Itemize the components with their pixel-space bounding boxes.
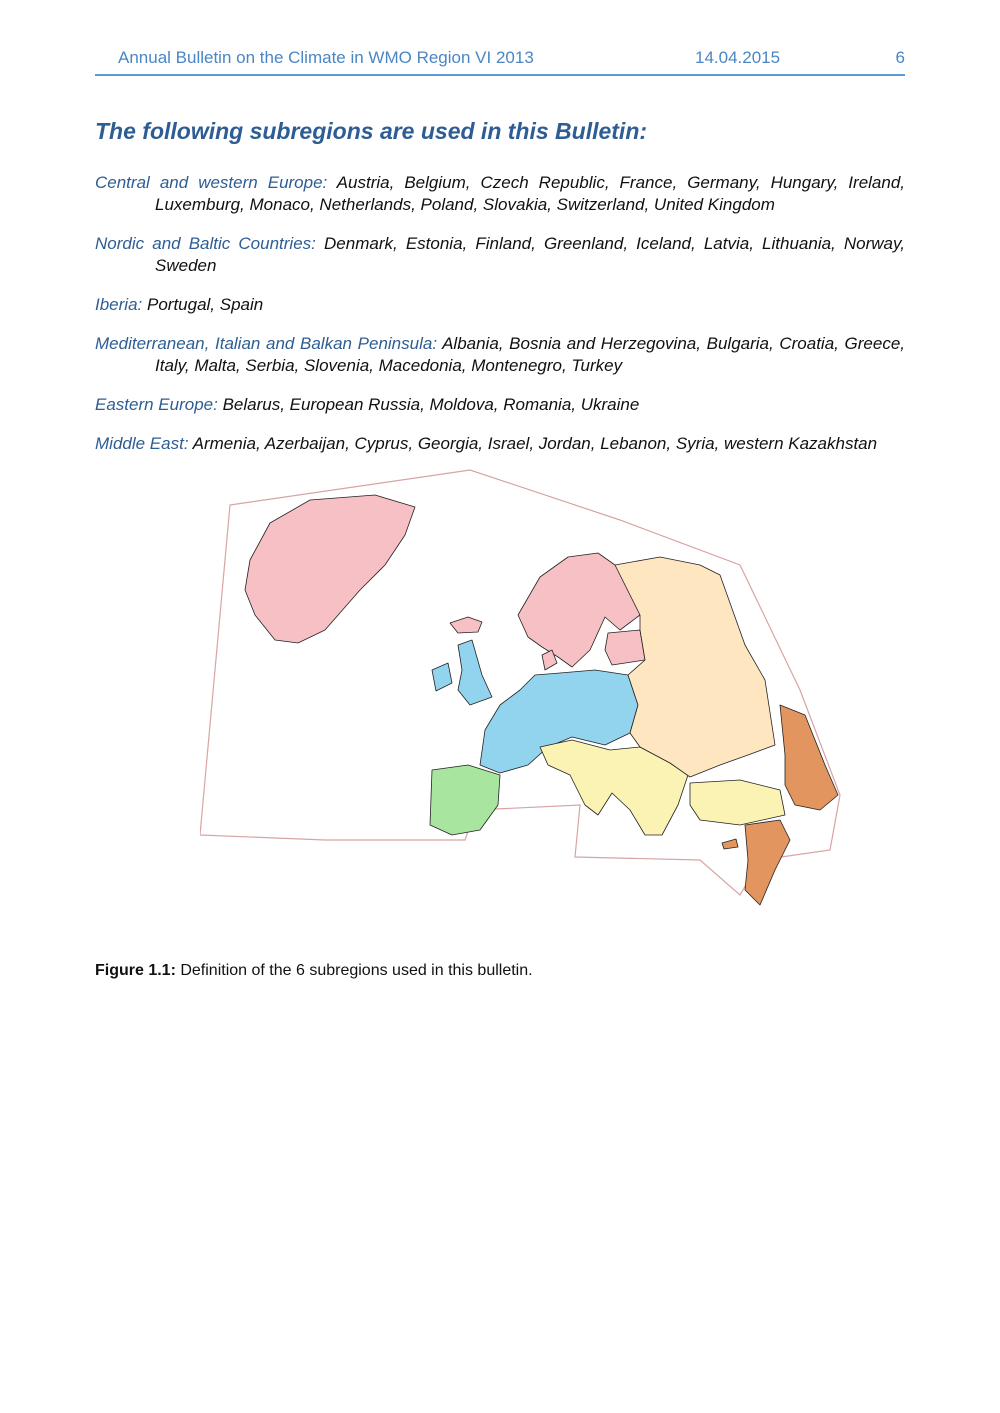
header-date: 14.04.2015 xyxy=(695,48,781,67)
subregion-countries: Armenia, Azerbaijan, Cyprus, Georgia, Israel, Jordan, Lebanon, Syria, western Kazakhstan xyxy=(192,434,878,453)
subregion-name: Iberia: xyxy=(95,295,143,314)
subregion-name: Central and western Europe: xyxy=(95,173,328,192)
header-title: Annual Bulletin on the Climate in WMO Region VI 2013 xyxy=(118,48,534,67)
figure-caption xyxy=(95,962,533,980)
page-number: 6 xyxy=(895,48,905,67)
subregion-middle-east xyxy=(95,433,905,455)
region-uk xyxy=(458,640,492,705)
region-iberia xyxy=(430,765,500,835)
region-iceland xyxy=(450,617,482,633)
region-ireland xyxy=(432,663,452,691)
subregion-name: Eastern Europe: xyxy=(95,395,218,414)
page-header xyxy=(95,46,905,76)
subregion-countries: Belarus, European Russia, Moldova, Romania, Ukraine xyxy=(222,395,640,414)
subregion-countries: Portugal, Spain xyxy=(146,295,264,314)
map-svg xyxy=(200,465,850,910)
subregion-countries: Austria, Belgium, Czech Republic, France, Germany, Hungary, Ireland, Luxemburg, Monaco, Netherlands, Poland, Slovakia, Switzerland, United Kingdom xyxy=(155,173,906,214)
subregion-eastern-europe xyxy=(95,394,905,416)
region-turkey xyxy=(690,780,785,825)
region-levant xyxy=(745,820,790,905)
subregion-list xyxy=(95,155,905,464)
subregion-central-western-europe xyxy=(95,172,905,216)
region-caucasus-kazakhstan xyxy=(780,705,838,810)
subregion-nordic-baltic xyxy=(95,233,905,277)
subregion-mediterranean-balkan xyxy=(95,333,905,377)
subregion-name: Mediterranean, Italian and Balkan Peninsula: xyxy=(95,334,438,353)
subregion-countries: Albania, Bosnia and Herzegovina, Bulgaria, Croatia, Greece, Italy, Malta, Serbia, Slovenia, Macedonia, Montenegro, Turkey xyxy=(155,334,906,375)
subregion-iberia xyxy=(95,294,905,316)
region-greenland xyxy=(245,495,415,643)
subregion-countries: Denmark, Estonia, Finland, Greenland, Iceland, Latvia, Lithuania, Norway, Sweden xyxy=(155,234,905,275)
section-heading: The following subregions are used in this Bulletin: xyxy=(95,118,648,144)
subregion-name: Middle East: xyxy=(95,434,189,453)
caption-label: Figure 1.1: xyxy=(95,962,176,979)
region-eastern-europe xyxy=(615,557,775,777)
subregion-map xyxy=(200,465,850,910)
region-baltics xyxy=(605,630,645,665)
caption-text: Definition of the 6 subregions used in this bulletin. xyxy=(175,962,533,979)
region-cyprus xyxy=(722,839,738,849)
subregion-name: Nordic and Baltic Countries: xyxy=(95,234,316,253)
